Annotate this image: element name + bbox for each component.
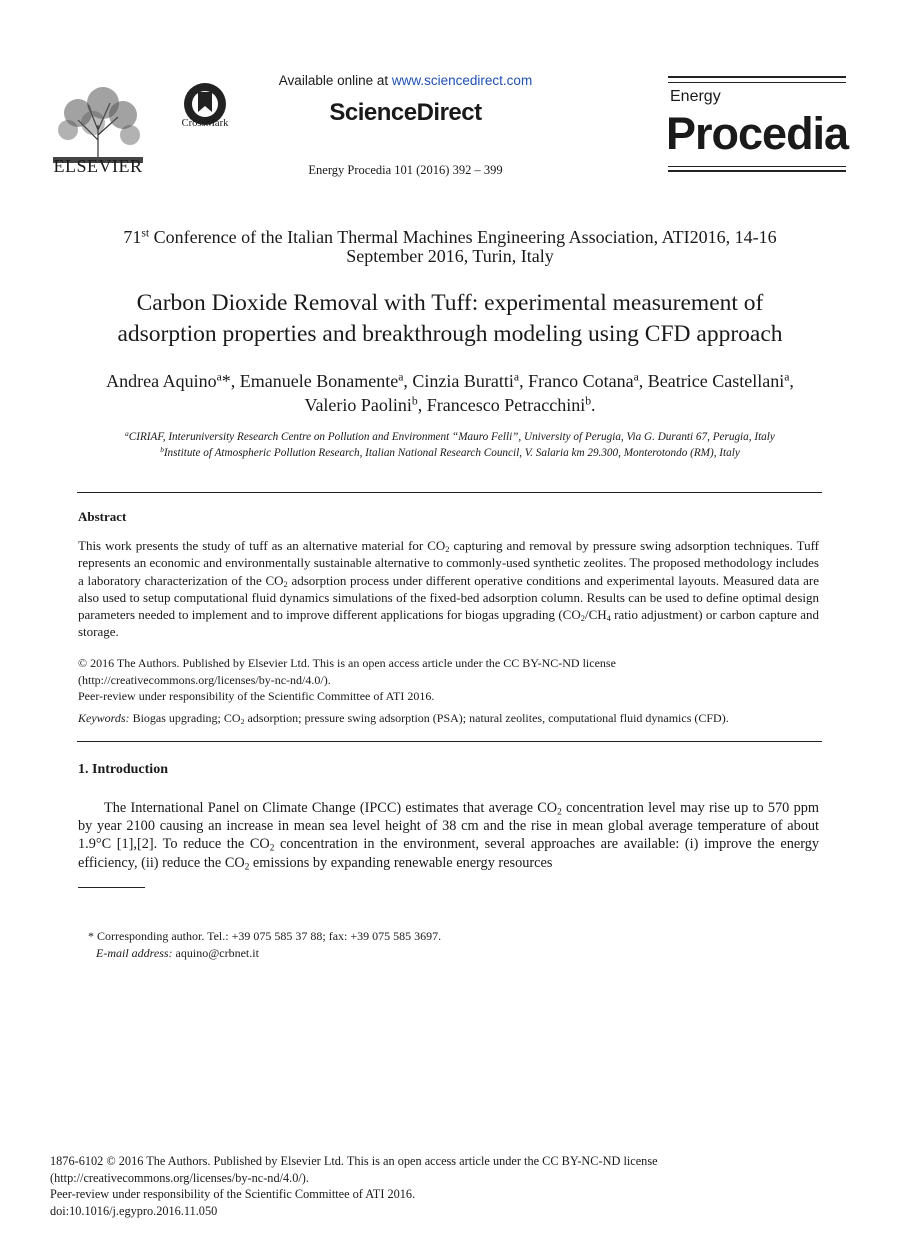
abstract-segment: capturing and removal by pressure swing adsorption techniques. Tuff represents an economic and environmentally sustainable alternative to commonly-used synthetic zeolites. The proposed methodology includes a laboratory characterization of the CO	[78, 538, 820, 588]
journal-logo-rule	[668, 82, 846, 83]
journal-logo-energy: Energy	[670, 88, 721, 105]
conference-ordinal-suffix: st	[141, 226, 150, 240]
author-affiliation-mark: a	[216, 370, 222, 384]
journal-logo-rule	[668, 166, 846, 167]
footnote-rule	[78, 887, 145, 888]
intro-segment: concentration level may rise up to 570 ppm by year 2100 causing an increase in mean sea level height of 38 cm and the rise in mean global average temperature of about 1.9°C [1],[2]. To reduce the CO	[78, 800, 819, 853]
keywords-label: Keywords:	[78, 711, 130, 725]
subscript: 2	[240, 716, 245, 726]
affiliation-text: CIRIAF, Interuniversity Research Centre on Pollution and Environment “Mauro Felli”, University of Perugia, Via G. Duranti 67, Perugia, Italy	[128, 431, 775, 443]
availability-prefix: Available online at	[278, 73, 392, 88]
author	[106, 371, 240, 391]
author-separator: ,	[789, 371, 794, 391]
conference-ordinal: 71	[123, 227, 142, 247]
author	[240, 371, 413, 391]
author-extra-mark: *	[221, 371, 231, 391]
license-block	[78, 655, 823, 705]
subscript: 4	[606, 613, 611, 624]
keywords-segment: adsorption; pressure swing adsorption (PSA); natural zeolites, computational fluid dynamics (CFD).	[244, 711, 729, 725]
author-affiliation-mark: a	[633, 370, 639, 384]
keywords	[78, 710, 823, 726]
subscript: 2	[269, 843, 275, 854]
issn-license-line: 1876-6102 © 2016 The Authors. Published by Elsevier Ltd. This is an open access article under the CC BY-NC-ND license	[50, 1154, 658, 1168]
author-name: Andrea Aquino	[106, 371, 217, 391]
abstract-segment: /CH	[584, 607, 607, 623]
author-affiliation-mark: b	[411, 394, 418, 408]
email-address[interactable]: aquino@crbnet.it	[172, 945, 259, 960]
author-separator: .	[591, 395, 596, 415]
affiliation	[60, 429, 840, 445]
title-line2: adsorption properties and breakthrough modeling using CFD approach	[117, 321, 783, 347]
bottom-peer-review: Peer-review under responsibility of the Scientific Committee of ATI 2016.	[50, 1187, 416, 1202]
author-name: Beatrice Castellani	[647, 371, 785, 391]
bottom-license-link[interactable]: (http://creativecommons.org/licenses/by-nc-nd/4.0/).	[50, 1170, 309, 1185]
author	[304, 395, 426, 415]
peer-review-line: Peer-review under responsibility of the Scientific Committee of ATI 2016.	[78, 689, 435, 703]
subscript: 2	[445, 544, 450, 555]
journal-logo-procedia: Procedia	[666, 108, 849, 159]
author-list	[80, 369, 820, 417]
author-name: Francesco Petracchini	[426, 395, 586, 415]
author	[412, 371, 528, 391]
sciencedirect-link[interactable]: www.sciencedirect.com	[391, 73, 533, 88]
abstract-text	[78, 537, 819, 641]
author-name: Cinzia Buratti	[412, 371, 514, 391]
abstract-heading: Abstract	[78, 509, 127, 524]
crossmark-label: CrossMark	[181, 118, 229, 129]
author-name: Franco Cotana	[528, 371, 634, 391]
affiliation-mark: a	[125, 430, 129, 438]
subscript: 2	[580, 613, 585, 624]
footnote	[88, 928, 788, 961]
intro-text	[78, 799, 819, 872]
author-affiliation-mark: a	[784, 370, 790, 384]
affiliation-list	[60, 429, 840, 461]
affiliation-text: Institute of Atmospheric Pollution Research, Italian National Research Council, V. Salaria km 29.300, Monterotondo (RM), Italy	[163, 447, 740, 459]
footnote-corresponding: * Corresponding author. Tel.: +39 075 585 37 88; fax: +39 075 585 3697.	[88, 929, 442, 943]
author-name: Emanuele Bonamente	[239, 371, 399, 391]
title-line1: Carbon Dioxide Removal with Tuff: experimental measurement of	[136, 290, 764, 316]
author	[427, 395, 596, 415]
section-divider	[77, 741, 822, 742]
journal-logo-rule	[668, 76, 846, 78]
author-separator: ,	[417, 395, 427, 415]
intro-segment: concentration in the environment, several approaches are available: (i) improve the energy efficiency, (ii) reduce the CO	[78, 836, 819, 871]
author-separator: ,	[403, 371, 413, 391]
author-name: Valerio Paolini	[304, 395, 412, 415]
sciencedirect-brand: ScienceDirect	[329, 99, 482, 126]
license-line: © 2016 The Authors. Published by Elsevier Ltd. This is an open access article under the CC BY-NC-ND license	[78, 656, 616, 670]
subscript: 2	[244, 861, 250, 872]
affiliation	[60, 445, 840, 461]
subscript: 2	[557, 807, 562, 818]
journal-citation: Energy Procedia 101 (2016) 392 – 399	[308, 163, 503, 177]
journal-logo-rule	[668, 170, 846, 172]
intro-heading: 1. Introduction	[78, 762, 168, 777]
bottom-license-block	[50, 1153, 850, 1220]
section-divider	[77, 492, 822, 493]
abstract-segment: This work presents the study of tuff as an alternative material for CO	[78, 538, 446, 553]
author-affiliation-mark: b	[585, 394, 592, 408]
abstract-segment: ratio adjustment) or carbon capture and storage.	[78, 607, 820, 640]
conference-line2: September 2016, Turin, Italy	[346, 246, 554, 266]
elsevier-wordmark: ELSEVIER	[53, 156, 143, 176]
author-affiliation-mark: a	[398, 370, 404, 384]
conference-line1: Conference of the Italian Thermal Machines Engineering Association, ATI2016, 14-16	[149, 227, 777, 247]
license-link[interactable]: (http://creativecommons.org/licenses/by-nc-nd/4.0/).	[78, 672, 331, 687]
email-label: E-mail address:	[96, 945, 173, 960]
author-separator: ,	[230, 371, 240, 391]
author	[648, 371, 794, 391]
paper-title	[80, 288, 820, 350]
intro-segment: The International Panel on Climate Change (IPCC) estimates that average CO	[104, 800, 558, 816]
intro-segment: emissions by expanding renewable energy resources	[249, 854, 553, 871]
author-separator: ,	[638, 371, 648, 391]
subscript: 2	[283, 578, 288, 589]
doi-line[interactable]: doi:10.1016/j.egypro.2016.11.050	[50, 1204, 218, 1219]
author-affiliation-mark: a	[513, 370, 520, 384]
author-separator: ,	[519, 371, 529, 391]
keywords-segment: Biogas upgrading; CO	[129, 711, 241, 725]
abstract-segment: adsorption process under different operative conditions and experimental layouts. Measured data are also used to setup computational fluid dynamics simulations of the fixed-bed adsorption column. Results can be used to define optimal design parameters needed to implement and to improve different applications for biogas upgrading (CO	[78, 572, 819, 623]
affiliation-mark: b	[160, 446, 164, 454]
author	[528, 371, 648, 391]
conference-line	[80, 228, 820, 266]
